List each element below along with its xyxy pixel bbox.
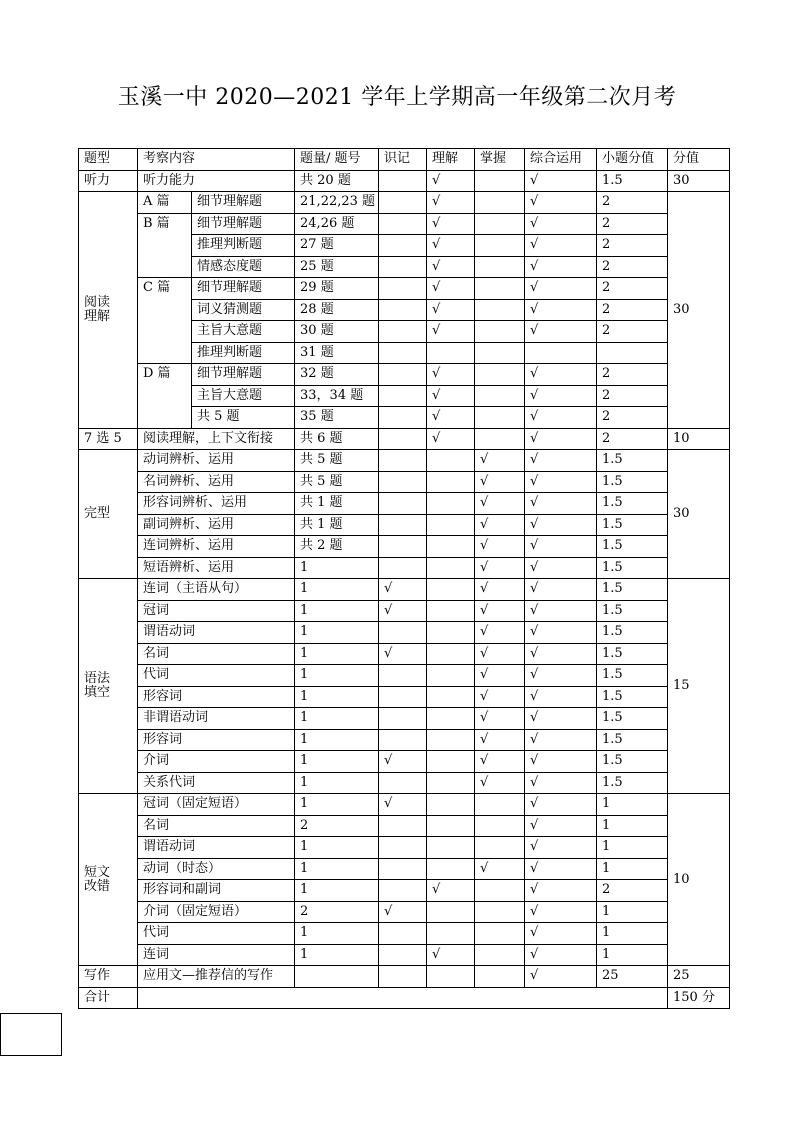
sub-score-cell: 2 <box>597 407 668 429</box>
sub-score-cell: 1.5 <box>597 170 668 192</box>
qty-cell: 29 题 <box>295 278 379 300</box>
sub-score-cell: 2 <box>597 321 668 343</box>
content-cell: 介词（固定短语） <box>138 901 295 923</box>
qty-cell: 25 题 <box>295 256 379 278</box>
header-sub-score: 小题分值 <box>597 149 668 171</box>
content-cell: 介词 <box>138 751 295 773</box>
skill-cell: 细节理解题 <box>192 364 295 386</box>
check-mark: √ <box>525 923 597 945</box>
check-mark: √ <box>427 407 475 429</box>
skill-cell: 情感态度题 <box>192 256 295 278</box>
qty-cell: 1 <box>295 643 379 665</box>
check-mark: √ <box>525 407 597 429</box>
skill-cell: 主旨大意题 <box>192 321 295 343</box>
content-cell: 名词 <box>138 815 295 837</box>
table-row <box>79 772 730 794</box>
check-mark: √ <box>525 622 597 644</box>
check-mark: √ <box>475 471 525 493</box>
check-mark: √ <box>427 256 475 278</box>
check-mark: √ <box>525 299 597 321</box>
grammar-type-cell <box>79 579 138 794</box>
header-content: 考察内容 <box>138 149 295 171</box>
table-row <box>79 729 730 751</box>
score-cell: 10 <box>668 428 730 450</box>
page-title: 玉溪一中 2020—2021 学年上学期高一年级第二次月考 <box>117 85 677 110</box>
sub-score-cell: 1 <box>597 794 668 816</box>
check-mark: √ <box>525 428 597 450</box>
content-cell: 名词 <box>138 643 295 665</box>
qty-cell: 1 <box>295 751 379 773</box>
cloze-score-cell: 30 <box>668 450 730 579</box>
content-cell: 应用文—推荐信的写作 <box>138 966 295 988</box>
qty-cell: 31 题 <box>295 342 379 364</box>
qty-cell: 21,22,23 题 <box>295 192 379 214</box>
table-row <box>79 923 730 945</box>
check-mark: √ <box>379 579 427 601</box>
reading-type-line1: 阅读 <box>84 294 111 310</box>
table-row <box>79 794 730 816</box>
table-row <box>79 450 730 472</box>
table-row <box>79 536 730 558</box>
check-mark: √ <box>525 794 597 816</box>
sub-score-cell: 1.5 <box>597 643 668 665</box>
check-mark: √ <box>427 170 475 192</box>
table-row <box>79 471 730 493</box>
qty-cell: 2 <box>295 815 379 837</box>
sub-score-cell: 1.5 <box>597 772 668 794</box>
table-row <box>79 708 730 730</box>
check-mark: √ <box>525 493 597 515</box>
check-mark: √ <box>475 729 525 751</box>
qty-cell: 共 5 题 <box>295 450 379 472</box>
passage-label: C 篇 <box>138 278 192 364</box>
sub-score-cell: 1 <box>597 815 668 837</box>
check-mark: √ <box>525 708 597 730</box>
check-mark: √ <box>525 944 597 966</box>
content-cell: 连词（主语从句） <box>138 579 295 601</box>
sub-score-cell: 1.5 <box>597 471 668 493</box>
sub-score-cell: 2 <box>597 256 668 278</box>
qty-cell: 共 5 题 <box>295 471 379 493</box>
check-mark: √ <box>525 536 597 558</box>
header-score: 分值 <box>668 149 730 171</box>
qty-cell: 1 <box>295 794 379 816</box>
qty-cell: 共 6 题 <box>295 428 379 450</box>
check-mark: √ <box>379 643 427 665</box>
content-cell: 连词辨析、运用 <box>138 536 295 558</box>
qty-cell: 1 <box>295 579 379 601</box>
check-mark: √ <box>525 514 597 536</box>
check-mark: √ <box>475 579 525 601</box>
qty-cell: 1 <box>295 729 379 751</box>
sub-score-cell: 1.5 <box>597 536 668 558</box>
qty-cell: 1 <box>295 622 379 644</box>
check-mark: √ <box>427 385 475 407</box>
type-cell: 听力 <box>79 170 138 192</box>
check-mark: √ <box>475 686 525 708</box>
sub-score-cell: 2 <box>597 192 668 214</box>
table-row <box>79 364 730 386</box>
check-mark: √ <box>475 622 525 644</box>
qty-cell: 共 2 题 <box>295 536 379 558</box>
table-row <box>79 170 730 192</box>
check-mark: √ <box>475 643 525 665</box>
sub-score-cell: 1.5 <box>597 514 668 536</box>
check-mark: √ <box>525 751 597 773</box>
type-cell: 写作 <box>79 966 138 988</box>
table-row <box>79 751 730 773</box>
check-mark: √ <box>427 278 475 300</box>
sub-score-cell: 2 <box>597 880 668 902</box>
check-mark: √ <box>525 471 597 493</box>
sub-score-cell: 1.5 <box>597 751 668 773</box>
qty-cell: 1 <box>295 665 379 687</box>
content-cell: 形容词 <box>138 729 295 751</box>
check-mark: √ <box>525 213 597 235</box>
check-mark: √ <box>427 192 475 214</box>
sub-score-cell: 25 <box>597 966 668 988</box>
content-cell: 谓语动词 <box>138 837 295 859</box>
check-mark: √ <box>525 837 597 859</box>
check-mark: √ <box>427 364 475 386</box>
check-mark: √ <box>525 192 597 214</box>
qty-cell: 1 <box>295 686 379 708</box>
sub-score-cell: 1.5 <box>597 708 668 730</box>
skill-cell: 细节理解题 <box>192 192 295 214</box>
sub-score-cell: 1.5 <box>597 600 668 622</box>
qty-cell: 33，34 题 <box>295 385 379 407</box>
reading-score-cell: 30 <box>668 192 730 429</box>
type-cell: 7 选 5 <box>79 428 138 450</box>
qty-cell: 1 <box>295 944 379 966</box>
table-row <box>79 213 730 235</box>
check-mark: √ <box>475 450 525 472</box>
content-cell: 形容词和副词 <box>138 880 295 902</box>
sub-score-cell: 2 <box>597 385 668 407</box>
content-cell: 动词辨析、运用 <box>138 450 295 472</box>
cloze-type-cell: 完型 <box>79 450 138 579</box>
check-mark: √ <box>427 299 475 321</box>
check-mark: √ <box>525 665 597 687</box>
total-score: 150 分 <box>668 987 730 1009</box>
table-row <box>79 643 730 665</box>
check-mark: √ <box>427 880 475 902</box>
qty-cell: 1 <box>295 708 379 730</box>
table-row <box>79 880 730 902</box>
sub-score-cell: 2 <box>597 235 668 257</box>
sub-score-cell: 1.5 <box>597 686 668 708</box>
check-mark: √ <box>525 815 597 837</box>
reading-type-line2: 理解 <box>84 308 111 324</box>
reading-type-cell <box>79 192 138 429</box>
table-row <box>79 192 730 214</box>
content-cell: 代词 <box>138 923 295 945</box>
qty-cell: 32 题 <box>295 364 379 386</box>
check-mark: √ <box>475 493 525 515</box>
sub-score-cell: 1.5 <box>597 493 668 515</box>
table-row <box>79 815 730 837</box>
qty-cell: 35 题 <box>295 407 379 429</box>
sub-score-cell: 1.5 <box>597 622 668 644</box>
qty-cell: 1 <box>295 858 379 880</box>
content-cell: 形容词 <box>138 686 295 708</box>
content-cell: 短语辨析、运用 <box>138 557 295 579</box>
passage-label: B 篇 <box>138 213 192 278</box>
check-mark: √ <box>475 557 525 579</box>
check-mark: √ <box>427 235 475 257</box>
check-mark: √ <box>379 901 427 923</box>
check-mark: √ <box>525 450 597 472</box>
skill-cell: 细节理解题 <box>192 278 295 300</box>
table-row <box>79 557 730 579</box>
table-row <box>79 837 730 859</box>
sub-score-cell: 1 <box>597 837 668 859</box>
check-mark: √ <box>525 385 597 407</box>
check-mark: √ <box>525 364 597 386</box>
sub-score-cell: 2 <box>597 278 668 300</box>
check-mark: √ <box>525 966 597 988</box>
passage-label: D 篇 <box>138 364 192 429</box>
table-header-row <box>79 149 730 171</box>
check-mark: √ <box>475 772 525 794</box>
table-row <box>79 966 730 988</box>
qty-cell: 27 题 <box>295 235 379 257</box>
qty-cell: 共 20 题 <box>295 170 379 192</box>
table-row <box>79 858 730 880</box>
table-row <box>79 622 730 644</box>
qty-cell: 28 题 <box>295 299 379 321</box>
check-mark: √ <box>475 708 525 730</box>
skill-cell: 细节理解题 <box>192 213 295 235</box>
content-cell: 阅读理解，上下文衔接 <box>138 428 295 450</box>
sub-score-cell: 1.5 <box>597 557 668 579</box>
check-mark: √ <box>475 665 525 687</box>
content-cell: 形容词辨析、运用 <box>138 493 295 515</box>
check-mark: √ <box>525 278 597 300</box>
table-row <box>79 493 730 515</box>
content-cell: 连词 <box>138 944 295 966</box>
content-cell: 听力能力 <box>138 170 295 192</box>
recall-cell <box>379 170 427 192</box>
table-row <box>79 987 730 1009</box>
header-understand: 理解 <box>427 149 475 171</box>
sub-score-cell: 2 <box>597 213 668 235</box>
content-cell: 动词（时态） <box>138 858 295 880</box>
table-row <box>79 514 730 536</box>
qty-cell: 共 1 题 <box>295 514 379 536</box>
content-cell: 名词辨析、运用 <box>138 471 295 493</box>
qty-cell: 24,26 题 <box>295 213 379 235</box>
table-row <box>79 278 730 300</box>
correction-score-cell: 10 <box>668 794 730 966</box>
sub-score-cell: 2 <box>597 428 668 450</box>
check-mark: √ <box>525 772 597 794</box>
check-mark: √ <box>525 600 597 622</box>
check-mark: √ <box>525 557 597 579</box>
skill-cell: 词义猜测题 <box>192 299 295 321</box>
check-mark: √ <box>379 751 427 773</box>
correction-type-cell <box>79 794 138 966</box>
check-mark: √ <box>427 213 475 235</box>
check-mark: √ <box>475 536 525 558</box>
skill-cell: 推理判断题 <box>192 342 295 364</box>
sub-score-cell: 1 <box>597 901 668 923</box>
sub-score-cell: 1.5 <box>597 665 668 687</box>
check-mark: √ <box>475 514 525 536</box>
table-row <box>79 600 730 622</box>
check-mark: √ <box>525 686 597 708</box>
grammar-score-cell: 15 <box>668 579 730 794</box>
master-cell <box>475 170 525 192</box>
score-cell: 25 <box>668 966 730 988</box>
table-row <box>79 579 730 601</box>
content-cell: 关系代词 <box>138 772 295 794</box>
correction-type-line1: 短文 <box>84 864 111 880</box>
grammar-type-line1: 语法 <box>84 671 111 686</box>
check-mark: √ <box>525 729 597 751</box>
check-mark: √ <box>525 643 597 665</box>
qty-cell: 共 1 题 <box>295 493 379 515</box>
content-cell: 副词辨析、运用 <box>138 514 295 536</box>
sub-score-cell: 1.5 <box>597 450 668 472</box>
content-cell: 冠词（固定短语） <box>138 794 295 816</box>
sub-score-cell: 1 <box>597 944 668 966</box>
skill-cell: 主旨大意题 <box>192 385 295 407</box>
content-cell: 代词 <box>138 665 295 687</box>
header-qty: 题量/ 题号 <box>295 149 379 171</box>
check-mark: √ <box>475 751 525 773</box>
check-mark: √ <box>427 428 475 450</box>
sub-score-cell: 2 <box>597 299 668 321</box>
check-mark: √ <box>379 794 427 816</box>
qty-cell: 30 题 <box>295 321 379 343</box>
content-cell: 冠词 <box>138 600 295 622</box>
sub-score-cell: 1 <box>597 858 668 880</box>
header-recall: 识记 <box>379 149 427 171</box>
sub-score-cell <box>597 342 668 364</box>
qty-cell: 1 <box>295 557 379 579</box>
check-mark: √ <box>525 256 597 278</box>
qty-cell: 1 <box>295 772 379 794</box>
qty-cell: 2 <box>295 901 379 923</box>
check-mark: √ <box>525 321 597 343</box>
qty-cell: 1 <box>295 837 379 859</box>
corner-box <box>0 1013 62 1056</box>
correction-type-line2: 改错 <box>84 878 111 894</box>
check-mark: √ <box>525 579 597 601</box>
table-row <box>79 686 730 708</box>
sub-score-cell: 1 <box>597 923 668 945</box>
header-master: 掌握 <box>475 149 525 171</box>
sub-score-cell: 1.5 <box>597 729 668 751</box>
passage-label: A 篇 <box>138 192 192 214</box>
content-cell: 非谓语动词 <box>138 708 295 730</box>
check-mark: √ <box>475 858 525 880</box>
exam-spec-table <box>78 148 730 1009</box>
grammar-type-line2: 填空 <box>84 685 111 700</box>
table-row <box>79 665 730 687</box>
check-mark: √ <box>427 944 475 966</box>
header-apply: 综合运用 <box>525 149 597 171</box>
table-row <box>79 901 730 923</box>
table-row <box>79 944 730 966</box>
check-mark: √ <box>525 235 597 257</box>
check-mark: √ <box>525 170 597 192</box>
content-cell: 谓语动词 <box>138 622 295 644</box>
sub-score-cell: 2 <box>597 364 668 386</box>
score-cell: 30 <box>668 170 730 192</box>
qty-cell: 1 <box>295 600 379 622</box>
check-mark: √ <box>525 880 597 902</box>
check-mark: √ <box>427 321 475 343</box>
sub-score-cell: 1.5 <box>597 579 668 601</box>
check-mark: √ <box>379 600 427 622</box>
skill-cell: 推理判断题 <box>192 235 295 257</box>
total-label: 合计 <box>79 987 138 1009</box>
qty-cell: 1 <box>295 880 379 902</box>
check-mark: √ <box>475 600 525 622</box>
check-mark: √ <box>525 858 597 880</box>
check-mark: √ <box>525 901 597 923</box>
table-row <box>79 428 730 450</box>
skill-cell: 共 5 题 <box>192 407 295 429</box>
qty-cell: 1 <box>295 923 379 945</box>
header-type: 题型 <box>79 149 138 171</box>
